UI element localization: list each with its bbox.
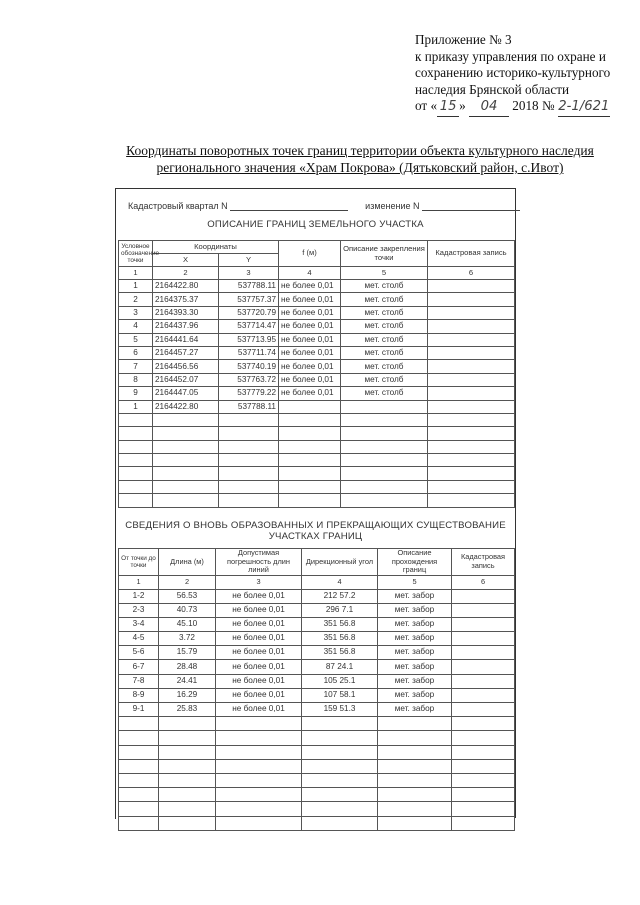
- precision: не более 0,01: [279, 320, 341, 333]
- empty-row: [119, 467, 515, 480]
- precision: не более 0,01: [279, 373, 341, 386]
- kadastr-label: Кадастровый квартал N: [128, 201, 228, 211]
- precision: [279, 400, 341, 413]
- point-id: 9: [119, 387, 153, 400]
- table-row: [119, 293, 515, 306]
- empty-row: [119, 759, 515, 773]
- record: [428, 360, 515, 373]
- boundary-points-table: [118, 240, 515, 508]
- table-row: [119, 320, 515, 333]
- precision: не более 0,01: [279, 293, 341, 306]
- table-row: [119, 688, 515, 702]
- fixation: мет. столб: [341, 360, 428, 373]
- date-day: 15: [437, 99, 459, 117]
- order-line: сохранению историко-культурного: [415, 65, 611, 80]
- angle: 212 57.2: [302, 589, 378, 603]
- fixation: мет. столб: [341, 306, 428, 319]
- record: [452, 660, 515, 674]
- precision: не более 0,01: [279, 360, 341, 373]
- section2-title: СВЕДЕНИЯ О ВНОВЬ ОБРАЗОВАННЫХ И ПРЕКРАЩАЮЩИХ СУЩЕСТВОВАНИЕ УЧАСТКАХ ГРАНИЦ: [125, 520, 506, 542]
- point-id: 7: [119, 360, 153, 373]
- segment: 7-8: [119, 674, 159, 688]
- record: [452, 688, 515, 702]
- segment: 8-9: [119, 688, 159, 702]
- segment: 9-1: [119, 703, 159, 717]
- col-number: 6: [452, 575, 515, 589]
- record: [428, 280, 515, 293]
- coord-x: 2164422.80: [153, 280, 219, 293]
- point-id: 1: [119, 280, 153, 293]
- point-id: 5: [119, 333, 153, 346]
- record: [428, 400, 515, 413]
- angle: 351 56.8: [302, 646, 378, 660]
- change-blank: [422, 200, 520, 211]
- length: 3.72: [159, 632, 216, 646]
- table-row: [119, 280, 515, 293]
- col-header-point: Условное обозначение точки: [119, 241, 153, 267]
- fixation: мет. столб: [341, 346, 428, 359]
- angle: 105 25.1: [302, 674, 378, 688]
- fixation: мет. столб: [341, 280, 428, 293]
- col-number: 2: [153, 267, 219, 280]
- precision: не более 0,01: [279, 346, 341, 359]
- date-month: 04: [469, 99, 509, 117]
- table-row: [119, 617, 515, 631]
- order-line: наследия Брянской области: [415, 81, 570, 97]
- angle: 351 56.8: [302, 617, 378, 631]
- record: [452, 646, 515, 660]
- point-id: 6: [119, 346, 153, 359]
- coord-y: 537713.95: [219, 333, 279, 346]
- order-date: [415, 98, 630, 117]
- empty-row: [119, 773, 515, 787]
- table-row: [119, 589, 515, 603]
- precision: не более 0,01: [216, 688, 302, 702]
- col-number: 3: [219, 267, 279, 280]
- boundary-segments-table: [118, 548, 515, 831]
- col-number: 5: [378, 575, 452, 589]
- date-year: 2018 №: [512, 98, 555, 113]
- empty-row: [119, 454, 515, 467]
- record: [452, 632, 515, 646]
- fence: мет. забор: [378, 688, 452, 702]
- empty-row: [119, 440, 515, 453]
- col-header-fix: Описание закрепления точки: [341, 241, 428, 267]
- angle: 87 24.1: [302, 660, 378, 674]
- fence: мет. забор: [378, 674, 452, 688]
- record: [428, 333, 515, 346]
- precision: не более 0,01: [279, 306, 341, 319]
- col-number: 5: [341, 267, 428, 280]
- coord-x: 2164393.30: [153, 306, 219, 319]
- angle: 296 7.1: [302, 603, 378, 617]
- empty-row: [119, 717, 515, 731]
- angle: 159 51.3: [302, 703, 378, 717]
- table-row: [119, 387, 515, 400]
- table-row: [119, 603, 515, 617]
- record: [428, 387, 515, 400]
- appendix-header: [415, 32, 630, 117]
- table-row: [119, 660, 515, 674]
- section1-title: ОПИСАНИЕ ГРАНИЦ ЗЕМЕЛЬНОГО УЧАСТКА: [207, 219, 424, 230]
- col-header-coords: Координаты: [153, 241, 279, 254]
- coord-y: 537711.74: [219, 346, 279, 359]
- precision: не более 0,01: [279, 387, 341, 400]
- change-label: изменение N: [365, 201, 420, 211]
- col-number: 4: [302, 575, 378, 589]
- length: 28.48: [159, 660, 216, 674]
- coord-x: 2164452.07: [153, 373, 219, 386]
- table-row: [119, 632, 515, 646]
- coord-x: 2164457.27: [153, 346, 219, 359]
- coord-y: 537788.11: [219, 280, 279, 293]
- record: [452, 674, 515, 688]
- record: [452, 589, 515, 603]
- length: 56.53: [159, 589, 216, 603]
- table-row: [119, 373, 515, 386]
- col-number: 4: [279, 267, 341, 280]
- col-header-record: Кадастровая запись: [428, 241, 515, 267]
- coord-y: 537714.47: [219, 320, 279, 333]
- length: 45.10: [159, 617, 216, 631]
- fence: мет. забор: [378, 646, 452, 660]
- col-header-from-to: От точки до точки: [119, 549, 159, 576]
- coord-y: 537763.72: [219, 373, 279, 386]
- precision: не более 0,01: [279, 333, 341, 346]
- record: [428, 373, 515, 386]
- col-header-angle: Дирекционный угол: [302, 549, 378, 576]
- col-number: 3: [216, 575, 302, 589]
- empty-row: [119, 802, 515, 816]
- point-id: 1: [119, 400, 153, 413]
- fence: мет. забор: [378, 660, 452, 674]
- col-header-y: Y: [219, 254, 279, 267]
- record: [428, 346, 515, 359]
- precision: не более 0,01: [216, 660, 302, 674]
- length: 16.29: [159, 688, 216, 702]
- empty-row: [119, 494, 515, 507]
- table-row: [119, 646, 515, 660]
- segment: 2-3: [119, 603, 159, 617]
- table-row: [119, 703, 515, 717]
- fixation: мет. столб: [341, 373, 428, 386]
- fence: мет. забор: [378, 589, 452, 603]
- segment: 3-4: [119, 617, 159, 631]
- fixation: мет. столб: [341, 333, 428, 346]
- kadastr-blank: [230, 200, 348, 211]
- empty-row: [119, 788, 515, 802]
- record: [428, 320, 515, 333]
- empty-row: [119, 816, 515, 830]
- kadastr-line: [128, 200, 513, 211]
- fixation: [341, 400, 428, 413]
- col-number: 1: [119, 267, 153, 280]
- precision: не более 0,01: [216, 674, 302, 688]
- coord-x: 2164456.56: [153, 360, 219, 373]
- angle: 351 56.8: [302, 632, 378, 646]
- col-header-record: Кадастровая запись: [452, 549, 515, 576]
- coord-x: 2164441.64: [153, 333, 219, 346]
- coord-x: 2164375.37: [153, 293, 219, 306]
- coord-x: 2164447.05: [153, 387, 219, 400]
- record: [428, 306, 515, 319]
- fixation: мет. столб: [341, 320, 428, 333]
- table-row: [119, 360, 515, 373]
- precision: не более 0,01: [216, 603, 302, 617]
- segment: 4-5: [119, 632, 159, 646]
- fence: мет. забор: [378, 632, 452, 646]
- empty-row: [119, 745, 515, 759]
- record: [452, 617, 515, 631]
- coord-x: 2164422.80: [153, 400, 219, 413]
- order-line: к приказу управления по охране и: [415, 48, 606, 64]
- length: 24.41: [159, 674, 216, 688]
- col-header-f: f (м): [279, 241, 341, 267]
- point-id: 2: [119, 293, 153, 306]
- precision: не более 0,01: [216, 589, 302, 603]
- col-header-x: X: [153, 254, 219, 267]
- precision: не более 0,01: [216, 632, 302, 646]
- coord-y: 537788.11: [219, 400, 279, 413]
- col-header-length: Длина (м): [159, 549, 216, 576]
- fence: мет. забор: [378, 617, 452, 631]
- precision: не более 0,01: [279, 280, 341, 293]
- empty-row: [119, 480, 515, 493]
- fixation: мет. столб: [341, 387, 428, 400]
- table-row: [119, 333, 515, 346]
- coord-y: 537740.19: [219, 360, 279, 373]
- precision: не более 0,01: [216, 703, 302, 717]
- fence: мет. забор: [378, 703, 452, 717]
- record: [452, 703, 515, 717]
- coord-y: 537779.22: [219, 387, 279, 400]
- appendix-number: Приложение № 3: [415, 32, 512, 47]
- date-prefix: от «: [415, 98, 438, 113]
- record: [428, 293, 515, 306]
- record: [452, 603, 515, 617]
- document-title: [120, 142, 600, 176]
- form-sheet-edge: [515, 188, 516, 818]
- length: 15.79: [159, 646, 216, 660]
- order-number: 2-1/621: [558, 99, 610, 117]
- precision: не более 0,01: [216, 646, 302, 660]
- coord-x: 2164437.96: [153, 320, 219, 333]
- col-number: 6: [428, 267, 515, 280]
- table-row: [119, 346, 515, 359]
- title-line: регионального значения «Храм Покрова» (Дятьковский район, с.Ивот): [156, 160, 564, 175]
- table-row: [119, 674, 515, 688]
- point-id: 8: [119, 373, 153, 386]
- precision: не более 0,01: [216, 617, 302, 631]
- coord-y: 537720.79: [219, 306, 279, 319]
- angle: 107 58.1: [302, 688, 378, 702]
- fence: мет. забор: [378, 603, 452, 617]
- col-number: 1: [119, 575, 159, 589]
- col-header-fence: Описание прохождения границ: [378, 549, 452, 576]
- date-mid: »: [459, 98, 466, 113]
- table-row: [119, 400, 515, 413]
- table-row: [119, 306, 515, 319]
- fixation: мет. столб: [341, 293, 428, 306]
- empty-row: [119, 427, 515, 440]
- segment: 6-7: [119, 660, 159, 674]
- length: 25.83: [159, 703, 216, 717]
- length: 40.73: [159, 603, 216, 617]
- point-id: 4: [119, 320, 153, 333]
- empty-row: [119, 413, 515, 426]
- point-id: 3: [119, 306, 153, 319]
- col-header-precision: Допустимая погрешность длин линий: [216, 549, 302, 576]
- coord-y: 537757.37: [219, 293, 279, 306]
- segment: 5-6: [119, 646, 159, 660]
- title-line: Координаты поворотных точек границ территории объекта культурного наследия: [126, 143, 594, 158]
- col-number: 2: [159, 575, 216, 589]
- segment: 1-2: [119, 589, 159, 603]
- empty-row: [119, 731, 515, 745]
